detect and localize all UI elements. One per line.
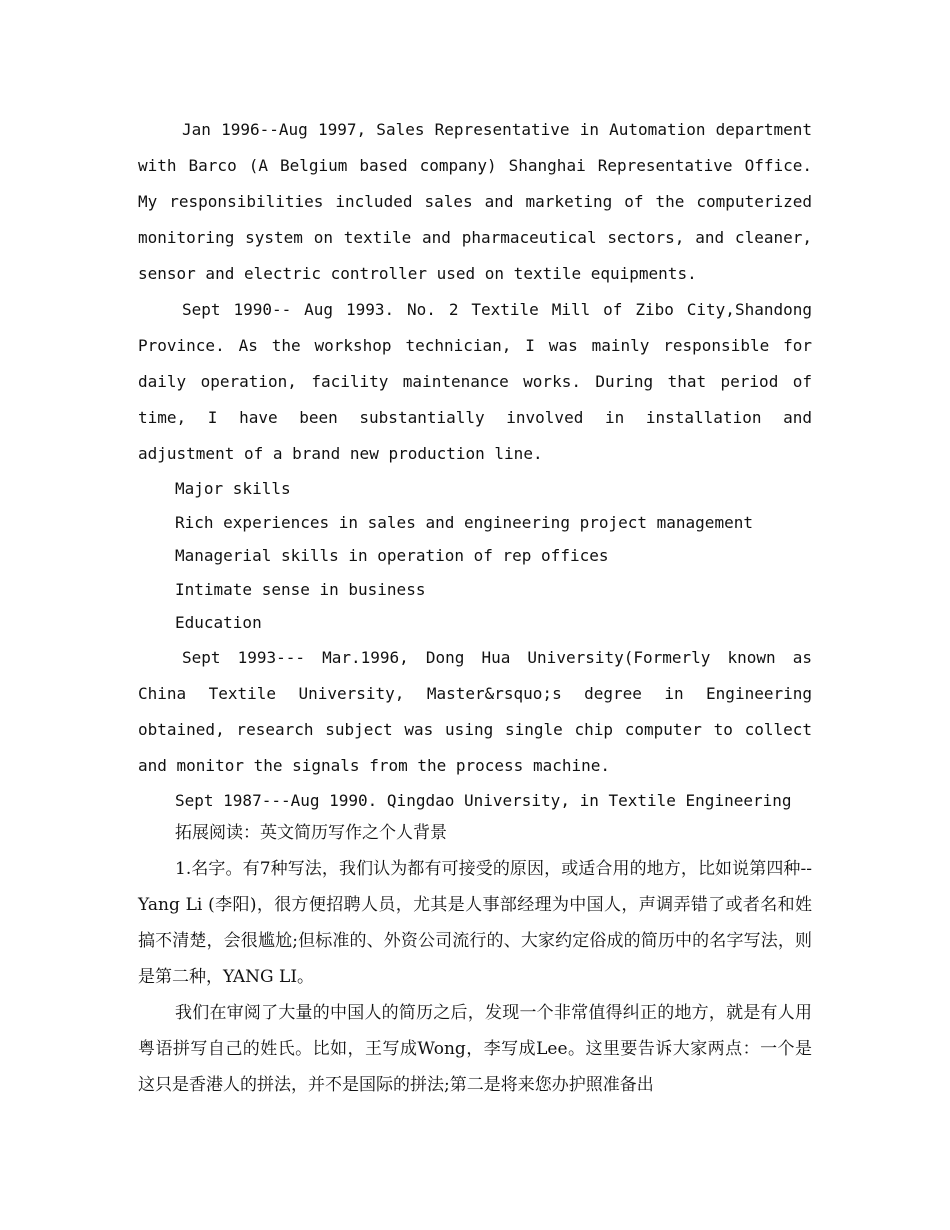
skill-item: Managerial skills in operation of rep offices [175,546,609,565]
education-heading: Education [175,613,262,632]
education-qingdao-line: Sept 1987---Aug 1990. Qingdao University, in Textile Engineering [175,790,792,810]
document-body [138,112,812,1103]
experience-zibo-paragraph: Sept 1990-- Aug 1993. No. 2 Textile Mill of Zibo City,Shandong Province. As the workshop technician, I was mainly responsible for daily operation, facility maintenance works. During that period of time, I have been substantially involved in installation and adjustment of a brand new production line. [138,300,812,463]
skill-item: Intimate sense in business [175,579,426,599]
extended-reading-heading: 拓展阅读：英文简历写作之个人背景 [175,823,447,843]
major-skills-heading: Major skills [175,479,291,498]
cantonese-spelling-paragraph: 我们在审阅了大量的中国人的简历之后，发现一个非常值得纠正的地方，就是有人用粤语拼写自己的姓氏。比如，王写成Wong，李写成Lee。这里要告诉大家两点：一个是这只是香港人的拼法，并不是国际的拼法;第二是将来您办护照准备出 [138,1002,812,1095]
skill-item: Rich experiences in sales and engineering project management [175,512,753,532]
experience-barco-paragraph: Jan 1996--Aug 1997, Sales Representative in Automation department with Barco (A Belgium based company) Shanghai Representative Office. My responsibilities included sales and marketing of the computerized monitoring system on textile and pharmaceutical sectors, and cleaner, sensor and electric controller used on textile equipments. [138,120,812,283]
education-donghua-paragraph: Sept 1993--- Mar.1996, Dong Hua University(Formerly known as China Textile University, Master&rsquo;s degree in Engineering obtained, research subject was using single chip computer to collect and monitor the signals from the process machine. [138,647,812,775]
name-writing-paragraph: 1.名字。有7种写法，我们认为都有可接受的原因，或适合用的地方，比如说第四种--Yang Li (李阳)，很方便招聘人员，尤其是人事部经理为中国人，声调弄错了或者名和姓搞不清楚，会很尴尬;但标准的、外资公司流行的、大家约定俗成的简历中的名字写法，则是第二种，YANG LI。 [138,858,812,987]
